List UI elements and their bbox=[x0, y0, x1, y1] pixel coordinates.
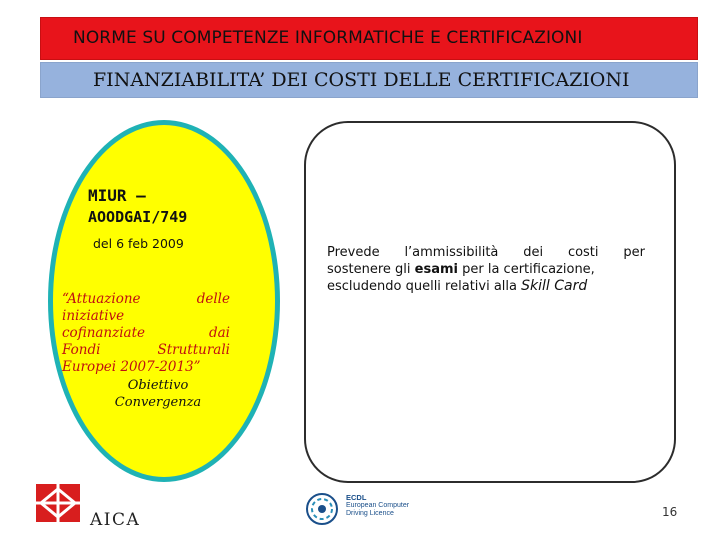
desc-word: dei bbox=[523, 245, 544, 260]
quote-word: delle bbox=[196, 291, 230, 307]
circular-date: del 6 feb 2009 bbox=[93, 236, 184, 251]
desc-line-1 bbox=[327, 244, 645, 261]
quote-line-5 bbox=[62, 359, 230, 376]
subtitle-bar bbox=[40, 62, 698, 98]
quote-word: iniziative bbox=[62, 308, 125, 324]
quote-line-1 bbox=[62, 291, 230, 308]
quote-word: Fondi bbox=[62, 342, 101, 358]
exams-highlight: esami bbox=[414, 262, 458, 277]
quote-line-3 bbox=[62, 325, 230, 342]
desc-word: per bbox=[623, 245, 645, 260]
desc-text: per la certificazione, bbox=[457, 262, 595, 277]
ecdl-brand: ECDL bbox=[346, 493, 367, 502]
ecdl-line-2: Driving Licence bbox=[346, 510, 394, 517]
quote-word: Europei 2007-2013” bbox=[62, 359, 201, 375]
desc-line-3 bbox=[327, 278, 645, 295]
quote-word: “Attuazione bbox=[62, 291, 141, 307]
desc-line-2 bbox=[327, 261, 645, 278]
aica-logo-icon bbox=[35, 483, 81, 523]
desc-word: l’ammissibilità bbox=[404, 245, 499, 260]
quote-word: Strutturali bbox=[157, 342, 230, 358]
quote-line-2 bbox=[62, 308, 230, 325]
slide-title: NORME SU COMPETENZE INFORMATICHE E CERTIFICAZIONI bbox=[73, 28, 583, 48]
ecdl-line-1: European Computer bbox=[346, 502, 410, 509]
desc-word: costi bbox=[567, 245, 599, 260]
protocol-number: AOODGAI/749 bbox=[88, 208, 188, 226]
objective-label bbox=[108, 377, 208, 411]
aica-label: AICA bbox=[90, 510, 141, 530]
desc-word: Prevede bbox=[327, 245, 380, 260]
ecdl-label bbox=[346, 494, 409, 518]
quote-line-4 bbox=[62, 342, 230, 359]
objective-line-2: Convergenza bbox=[114, 395, 202, 410]
slide-subtitle: FINANZIABILITA’ DEI COSTI DELLE CERTIFICAZIONI bbox=[93, 69, 630, 91]
desc-text: sostenere gli bbox=[327, 262, 415, 277]
description-box bbox=[304, 121, 676, 483]
page-number: 16 bbox=[662, 505, 678, 519]
objective-line-1: Obiettivo bbox=[127, 378, 189, 393]
desc-text: escludendo quelli relativi alla bbox=[327, 279, 522, 294]
circular-quote bbox=[62, 291, 230, 376]
ecdl-logo-icon bbox=[304, 491, 340, 527]
miur-label: MIUR – bbox=[88, 186, 146, 205]
title-bar bbox=[40, 17, 698, 60]
description-text bbox=[327, 244, 645, 295]
quote-word: dai bbox=[208, 325, 230, 341]
skill-card-highlight: Skill Card bbox=[521, 278, 588, 294]
quote-word: cofinanziate bbox=[62, 325, 146, 341]
